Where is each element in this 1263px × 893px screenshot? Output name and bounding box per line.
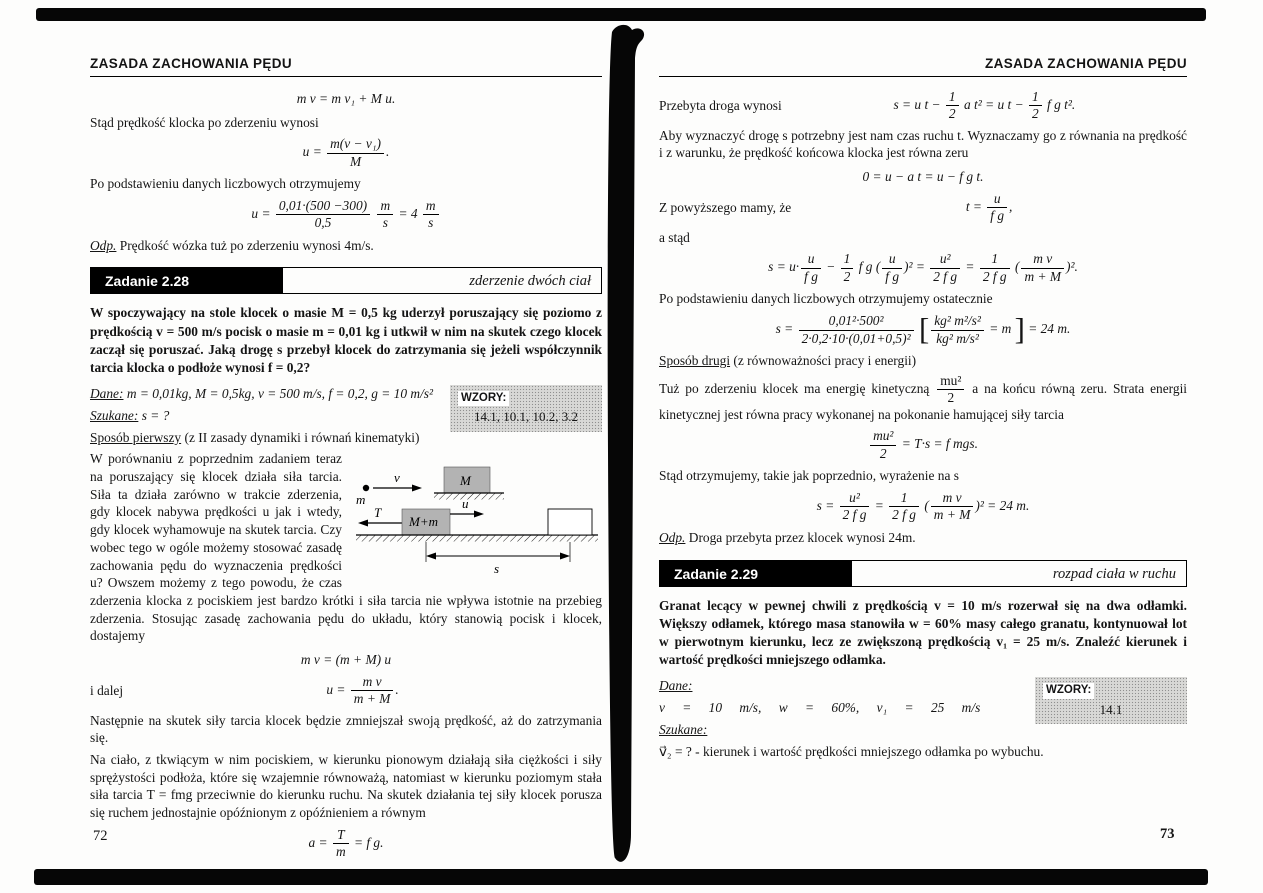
answer-text: Prędkość wózka tuż po zderzeniu wynosi 4m/s. — [116, 237, 374, 253]
equation-u: u = $\frac{\text{m(v − v₁)}}{M}$ . — [302, 136, 390, 169]
dane-values: m = 0,01kg, M = 0,5kg, v = 500 m/s, f = 0,2, g = 10 m/s² — [123, 386, 434, 402]
task-2-28-header — [90, 267, 602, 294]
szukane-values: s = ? — [138, 408, 170, 423]
answer-line-right — [659, 529, 1187, 547]
bullet-dot — [363, 485, 369, 491]
formulas-box-values-2-29: 14.1 — [1099, 701, 1123, 717]
paragraph-substitute: Po podstawieniu danych liczbowych otrzymujemy — [90, 176, 361, 192]
problem-statement-2-28: W spoczywający na stole klocek o masie M = 0,5 kg uderzył poruszający się poziomo z prędkością v = 500 m/s pocisk o masie m = 0,01 kg i utkwił w nim na skutek czego klocek zaczął się poruszać. Jaką drogę s przebył klocek do zatrzymania się jeżeli współczynnik tarcia klocka o podłoże wynosi f = 0,2? — [90, 305, 602, 376]
paragraph-energy: Tuż po zderzeniu klocek ma energię kinetyczną $\frac{\text{mu²}}{2}$ a na końcu równą zeru. Strata energii kinetycznej jest równa pracy wykonanej na pokonanie hamującej siły tarcia — [659, 372, 1188, 422]
equation-s-values: s = $\frac{\text{0,01²·500²}}{\text{2·0,2·10·(0,01+0,5)²}}$ [ $\frac{\text{kg² m²/s²}}{\text{kg² m/s²}}$ = m ] = 24 m. — [775, 312, 1071, 347]
task-subtitle: zderzenie dwóch ciał — [469, 273, 591, 290]
ground-hatch-bottom — [356, 536, 598, 542]
formulas-box-label-2-29: WZORY: — [1043, 683, 1094, 698]
method-two-rest: (z równoważności pracy i energii) — [730, 353, 917, 368]
task-id-2-29: Zadanie 2.29 — [660, 561, 852, 586]
arrow-s-right-head — [560, 553, 570, 560]
formulas-box-values: 14.1, 10.1, 10.2, 3.2 — [474, 409, 578, 425]
formulas-box-label: WZORY: — [458, 391, 509, 406]
time-row — [659, 192, 1187, 224]
right-page — [659, 55, 1187, 764]
page-number-72: 72 — [93, 828, 108, 844]
paragraph-hence: a stąd — [659, 229, 690, 245]
equation-u-values: u = $\frac{0,01\cdot(500 -300)}{0,5}$ $\frac{m}{s}$ = 4 $\frac{m}{s}$ — [90, 199, 602, 231]
task-subtitle-2-29: rozpad ciała w ruchu — [1052, 565, 1176, 582]
running-header-right: ZASADA ZACHOWANIA PĘDU — [984, 56, 1187, 71]
distance-row — [659, 90, 1187, 122]
body-text-two: Następnie na skutek siły tarcia klocek będzie zmniejszał swoją prędkość, aż do zatrzymania się. — [90, 712, 602, 746]
method-two-label: Sposób drugi — [659, 353, 731, 368]
task-id: Zadanie 2.28 — [91, 268, 283, 293]
solution-body-one — [90, 450, 602, 645]
header-rule-left — [90, 76, 602, 77]
equation-u2: u = $\frac{\text{m v}}{m + M}$ . — [326, 673, 399, 707]
method-two-line — [659, 352, 1187, 370]
arrow-u-head — [474, 511, 484, 518]
body-text-three: Na ciało, z tkwiącym w nim pociskiem, w kierunku pionowym działają siła ciężkości i siły sprężystości podłoża, które się wzajemnie równoważą, natomiast w kierunku poziomym stała siła tarcia T = fmg przeciwnie do kierunku ruchu. Na skutek działania tej siły klocek porusza się ruchem jednostajnie opóźnionym z opóźnieniem a równym — [90, 751, 602, 820]
answer-label: Odp. — [90, 237, 117, 253]
figure-label-u: u — [462, 496, 469, 512]
method-one-label: Sposób pierwszy — [90, 429, 182, 445]
distance-text: Przebyta droga wynosi — [659, 97, 782, 113]
book-spine-shadow — [596, 22, 654, 878]
connector-text: i dalej — [90, 682, 124, 698]
dane-label: Dane: — [90, 386, 124, 402]
equation-conservation: m v = (m + M) u — [300, 651, 392, 667]
running-header-left: ZASADA ZACHOWANIA PĘDU — [90, 56, 293, 71]
paragraph-expression: Stąd otrzymujemy, takie jak poprzednio, wyrażenie na s — [659, 468, 959, 484]
page-number-73: 73 — [1160, 826, 1175, 842]
answer-label-right: Odp. — [659, 529, 686, 545]
equation-deceleration: a = $\frac{T}{m}$ = f g. — [308, 826, 384, 860]
final-position-box — [548, 509, 592, 535]
equation-s3: s = $\frac{\text{u²}}{\text{2 f g}}$ = $\frac{1}{\text{2 f g}}$ ( $\frac{\text{m v}}{m + M}$ )² = 24 m. — [816, 489, 1030, 523]
szukane-values-2-29: v⃗₂ = ? - kierunek i wartość prędkości mniejszego odłamka po wybuchu. — [659, 743, 1044, 759]
figure-label-T: T — [374, 505, 382, 521]
header-rule-right — [659, 76, 1187, 77]
paragraph-substitute-right: Po podstawieniu danych liczbowych otrzymujemy ostatecznie — [659, 291, 993, 307]
answer-text-right: Droga przebyta przez klocek wynosi 24m. — [685, 529, 916, 545]
ground-hatch-top — [434, 494, 504, 500]
scan-artifact-top-bar — [36, 8, 1206, 21]
paragraph-time: Aby wyznaczyć drogę s potrzebny jest nam czas ruchu t. Wyznaczamy go z równania na prędkość i z warunku, że prędkość końcowa klocka jest równa zeru — [659, 127, 1187, 161]
equation-s1: s = u t − $\frac{1}{2}$ a t² = u t − $\frac{1}{2}$ f g t². — [893, 88, 1076, 122]
equation-t: t = $\frac{u}{\text{f g}}$ , — [965, 190, 1013, 224]
equation-energy: $\frac{\text{mu²}}{2}$ = T·s = f mgs. — [659, 429, 1187, 461]
from-above-text: Z powyższego mamy, że — [659, 199, 792, 215]
equation-s2: s = u· $\frac{u}{\text{f g}}$ − $\frac{1}{2}$ f g ( $\frac{u}{\text{f g}}$ )² = $\frac{\text{u²}}{\text{2 f g}}$ = $\frac{1}{\text{2 f g}}$ ( $\frac{\text{m v}}{m + M}$ )². — [768, 251, 1078, 284]
equation-momentum: m v = m v₁ + M u. — [296, 90, 396, 106]
szukane-label: Szukane: — [90, 408, 139, 423]
scan-artifact-bottom-bar — [34, 869, 1208, 885]
formulas-box-2-28 — [450, 385, 602, 431]
figure-label-m: m — [356, 492, 366, 508]
i-dalej-row — [90, 675, 602, 707]
body-text-one: W porównaniu z poprzednim zadaniem teraz na poruszający się klocek działa siła tarcia. Siła ta działa zarówno w trakcie zderzenia, gdy klocek nabywa prędkości u jak i wtedy, gdy klocek wyhamowuje na skutek tarcia. Czy wobec tego w ogóle możemy stosować zasadę zachowania pędu do wyznaczenia prędkości u? Owszem możemy z tego powodu, że czas zderzenia klocka z pociskiem jest bardzo krótki i siła tarcia nie wpływa istotnie na przebieg zderzenia. Stosując zasadę zachowania pędu do układu, który stanowią pocisk i klocek, dostajemy — [90, 451, 602, 644]
spine-shape — [608, 25, 644, 862]
task-2-29-header — [659, 560, 1187, 587]
dane-values-2-29: v = 10 m/s, w = 60%, v₁ = 25 m/s — [659, 700, 981, 716]
dane-label-2-29: Dane: — [659, 678, 693, 694]
formulas-box-2-29 — [1035, 677, 1187, 723]
left-page — [90, 55, 602, 866]
figure-label-M: M — [460, 473, 471, 489]
szukane-label-2-29: Szukane: — [659, 721, 708, 737]
arrow-s-left-head — [426, 553, 436, 560]
figure-label-v: v — [394, 470, 400, 486]
arrow-T-head — [358, 520, 368, 527]
problem-statement-2-29: Granat lecący w pewnej chwili z prędkością v = 10 m/s rozerwał się na dwa odłamki. Większy odłamek, którego masa stanowiła w = 60% masy całego granatu, kontynuował lot w pierwotnym kierunku, lecz ze zwiększoną prędkością v₁ = 25 m/s. Znaleźć kierunek i wartość prędkości mniejszego odłamka. — [659, 597, 1187, 668]
equation-zero-velocity: 0 = u − a t = u − f g t. — [862, 169, 984, 185]
method-one-rest: (z II zasady dynamiki i równań kinematyki) — [181, 429, 420, 445]
paragraph-after-collision: Stąd prędkość klocka po zderzeniu wynosi — [90, 114, 319, 130]
arrow-v-head — [412, 485, 422, 492]
figure-label-Mm: M+m — [409, 514, 438, 530]
collision-figure — [352, 452, 602, 580]
answer-line — [90, 237, 602, 255]
figure-label-s: s — [494, 561, 500, 577]
